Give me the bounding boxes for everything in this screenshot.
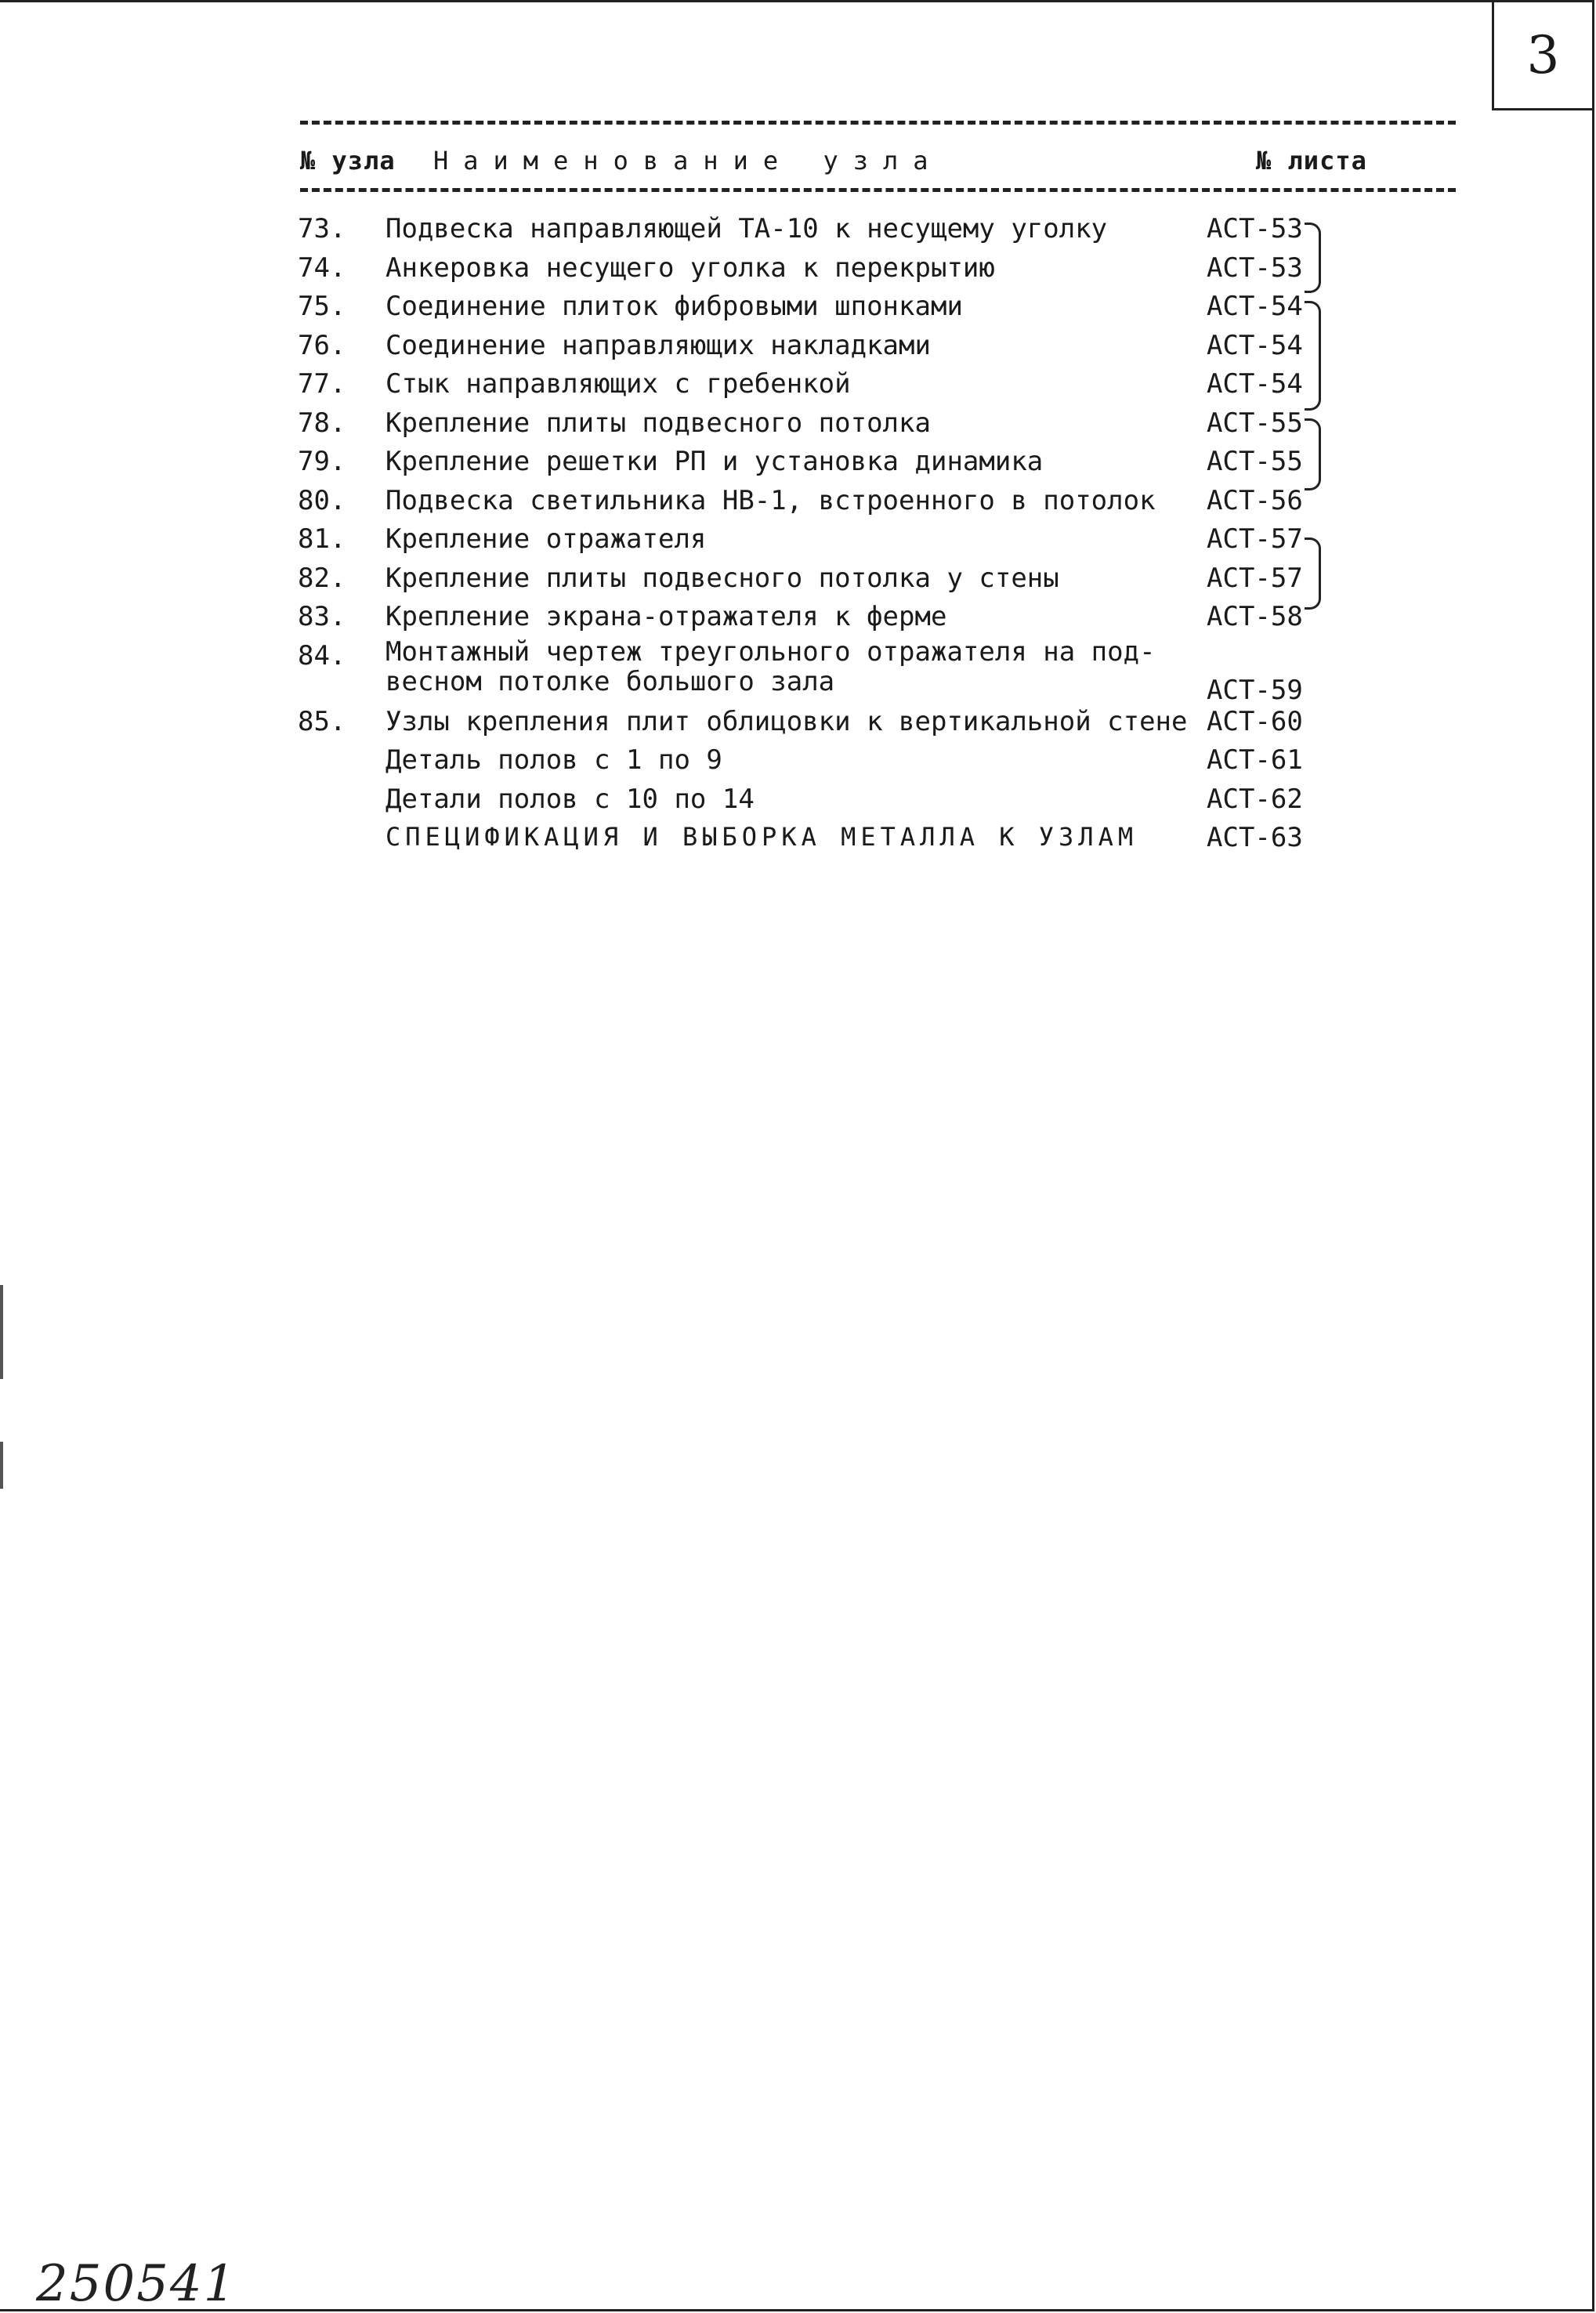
table-row [298, 485, 1395, 524]
row-number: 82. [298, 562, 346, 594]
row-sheet: АСТ-58 [1207, 601, 1303, 632]
group-brace [1305, 538, 1321, 610]
row-sheet: АСТ-62 [1207, 783, 1303, 815]
header-sheet-number: № листа [1256, 146, 1367, 176]
row-name [385, 637, 1156, 697]
table-row [298, 563, 1395, 602]
row-sheet: АСТ-63 [1207, 822, 1303, 853]
row-name: Крепление отражателя [385, 523, 707, 555]
table-row [298, 635, 1395, 706]
table-header [300, 139, 1456, 186]
table-row [298, 407, 1395, 447]
row-name: СПЕЦИФИКАЦИЯ И ВЫБОРКА МЕТАЛЛА К УЗЛАМ [385, 822, 1138, 852]
row-name: Узлы крепления плит облицовки к вертикальной стене [385, 705, 1188, 737]
row-number: 84. [298, 639, 346, 671]
table-row [298, 330, 1395, 369]
row-name: Соединение направляющих накладками [385, 329, 931, 361]
table-row [298, 784, 1395, 823]
header-bottom-rule [300, 188, 1456, 192]
row-number: 78. [298, 407, 346, 439]
table-row [298, 706, 1395, 745]
page-number-box [1492, 2, 1592, 110]
row-name: Соединение плиток фибровыми шпонками [385, 291, 963, 322]
row-name: Крепление решетки РП и установка динамика [385, 446, 1044, 477]
row-number: 79. [298, 446, 346, 477]
row-name: Анкеровка несущего уголка к перекрытию [385, 252, 995, 284]
table-row [298, 744, 1395, 784]
row-number: 76. [298, 329, 346, 361]
table-row [298, 822, 1395, 861]
row-sheet: АСТ-56 [1207, 484, 1303, 516]
row-name: Подвеска направляющей ТА-10 к несущему уголку [385, 213, 1108, 244]
scan-margin-mark [0, 1442, 3, 1489]
row-sheet: АСТ-54 [1207, 368, 1303, 400]
row-sheet: АСТ-60 [1207, 705, 1303, 737]
row-number: 80. [298, 484, 346, 516]
row-number: 75. [298, 291, 346, 322]
row-sheet: АСТ-59 [1207, 674, 1303, 706]
row-name: Крепление экрана-отражателя к ферме [385, 601, 947, 632]
table-body [298, 213, 1395, 861]
row-name: Крепление плиты подвесного потолка [385, 407, 931, 439]
row-name: Крепление плиты подвесного потолка у стены [385, 562, 1059, 594]
table-row [298, 291, 1395, 330]
table-row [298, 601, 1395, 640]
row-sheet: АСТ-54 [1207, 329, 1303, 361]
row-name: Подвеска светильника НВ-1, встроенного в потолок [385, 484, 1156, 516]
row-number: 73. [298, 213, 346, 244]
row-number: 81. [298, 523, 346, 555]
row-sheet: АСТ-54 [1207, 291, 1303, 322]
row-sheet: АСТ-53 [1207, 252, 1303, 284]
header-node-number: № узла [300, 146, 396, 176]
page-number: 3 [1526, 25, 1560, 85]
row-number: 74. [298, 252, 346, 284]
row-name: Стык направляющих с гребенкой [385, 368, 851, 400]
header-node-name: Наименование узла [433, 146, 943, 176]
row-sheet: АСТ-55 [1207, 446, 1303, 477]
row-sheet: АСТ-61 [1207, 744, 1303, 776]
row-sheet: АСТ-57 [1207, 562, 1303, 594]
table-row [298, 523, 1395, 563]
row-sheet: АСТ-53 [1207, 213, 1303, 244]
row-name-line-2: весном потолке большого зала [385, 665, 835, 697]
group-brace [1305, 301, 1321, 411]
table-row [298, 252, 1395, 291]
header-top-rule [300, 121, 1456, 125]
row-sheet: АСТ-55 [1207, 407, 1303, 439]
scan-margin-mark [0, 1285, 3, 1379]
table-row [298, 446, 1395, 485]
table-row [298, 213, 1395, 252]
table-row [298, 368, 1395, 407]
row-name-line-1: Монтажный чертеж треугольного отражателя на под- [385, 635, 1156, 668]
group-brace [1305, 223, 1321, 293]
row-name: Деталь полов с 1 по 9 [385, 744, 722, 776]
row-number: 77. [298, 368, 346, 400]
row-name: Детали полов с 10 по 14 [385, 783, 755, 815]
handwritten-archive-number: 250541 [36, 2255, 237, 2313]
row-sheet: АСТ-57 [1207, 523, 1303, 555]
row-number: 83. [298, 601, 346, 632]
row-number: 85. [298, 705, 346, 737]
group-brace [1305, 418, 1321, 490]
